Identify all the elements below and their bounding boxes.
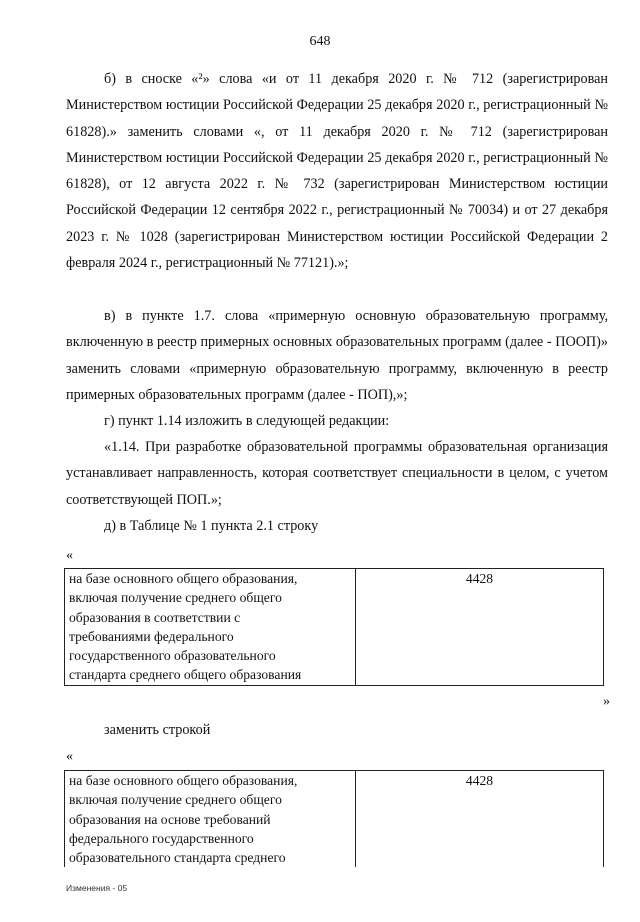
- old-desc-line: образования в соответствии с: [69, 609, 241, 625]
- new-desc-line: федерального государственного: [69, 830, 254, 846]
- quote-open-1: «: [66, 548, 73, 563]
- new-desc-line: включая получение среднего общего: [69, 792, 282, 808]
- paragraph-g: г) пункт 1.14 изложить в следующей редакции:: [104, 413, 390, 429]
- paragraph-b: б) в сноске «²» слова «и от 11 декабря 2020 г. № 712 (зарегистрирован Министерством юстиции Российской Федерации 25 декабря 2020 г., регистрационный № 61828).» заменить словами «, от 11 декабря 2020 г. № 712 (зарегистрирован Министерством юстиции Российской Федерации 25 декабря 2020 г., регистрационный № 61828), от 12 августа 2022 г. № 732 (зарегистрирован Министерством юстиции Российской Федерации 12 сентября 2022 г., регистрационный № 70034) и от 27 декабря 2023 г. № 1028 (зарегистрирован Министерством юстиции Российской Федерации 2 февраля 2024 г., регистрационный № 77121).»;: [66, 71, 608, 272]
- quote-open-2: «: [66, 749, 73, 764]
- old-row-value: 4428: [356, 569, 604, 686]
- paragraph-v: в) в пункте 1.7. слова «примерную основную образовательную программу, включенную в реестр примерных основных образовательных программ (далее - ПООП)» заменить словами «примерную образовательную программу, включенную в реестр примерных образовательных программ (далее - ПОП),»;: [66, 308, 608, 403]
- old-desc-line: включая получение среднего общего: [69, 590, 282, 606]
- quote-close-1: »: [603, 694, 610, 709]
- new-desc-line: образования на основе требований: [69, 811, 271, 827]
- new-desc-line: на базе основного общего образования,: [69, 773, 298, 788]
- table-new-row: [64, 770, 604, 867]
- new-row-description: [65, 771, 356, 868]
- paragraph-g-quote: «1.14. При разработке образовательной программы образовательная организация устанавливает направленность, которая соответствует специальности в целом, с учетом соответствующей ПОП.»;: [66, 439, 608, 508]
- old-desc-line: государственного образовательного: [69, 648, 276, 664]
- old-desc-line: на базе основного общего образования,: [69, 571, 298, 586]
- paragraph-replace: заменить строкой: [104, 722, 211, 738]
- footer-revision: Изменения - 05: [66, 883, 128, 893]
- page-number: 648: [309, 34, 331, 49]
- old-desc-line: стандарта среднего общего образования: [69, 667, 302, 683]
- new-desc-line: образовательного стандарта среднего: [69, 850, 286, 866]
- old-row-description: [65, 569, 356, 686]
- table-old-row: [64, 568, 604, 686]
- old-desc-line: требованиями федерального: [69, 628, 234, 644]
- paragraph-d: д) в Таблице № 1 пункта 2.1 строку: [104, 518, 319, 534]
- new-row-value: 4428: [356, 771, 604, 868]
